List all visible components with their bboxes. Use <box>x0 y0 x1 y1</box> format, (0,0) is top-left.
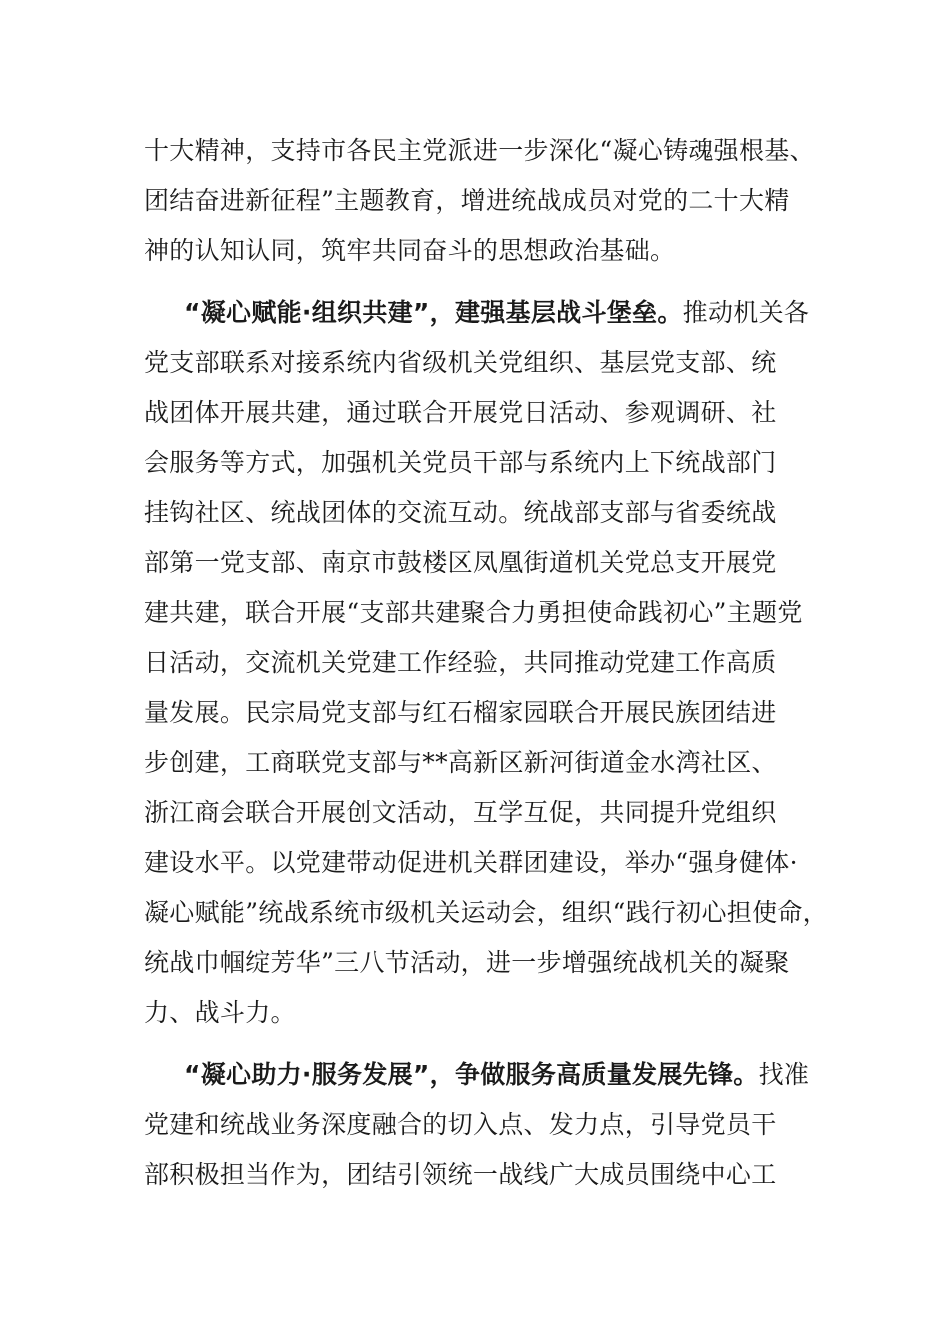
paragraph-3-first-line-text: 找准 <box>758 1060 810 1089</box>
paragraph-2-line: 浙江商会联合开展创文活动，互学互促，共同提升党组织 <box>144 798 777 827</box>
paragraph-2-line: 建设水平。以党建带动促进机关群团建设，举办“强身健体· <box>144 848 798 877</box>
paragraph-2-line: 部第一党支部、南京市鼓楼区凤凰街道机关党总支开展党 <box>144 548 777 577</box>
paragraph-2-line: 凝心赋能”统战系统市级机关运动会，组织“践行初心担使命， <box>144 898 828 927</box>
paragraph-3 <box>144 1050 814 1200</box>
paragraph-2-line: 量发展。民宗局党支部与红石榴家园联合开展民族团结进 <box>144 698 777 727</box>
paragraph-2-first-line <box>144 288 814 338</box>
paragraph-2-line: 建共建，联合开展“支部共建聚合力勇担使命践初心”主题党 <box>144 598 803 627</box>
paragraph-1-line-3: 神的认知认同，筑牢共同奋斗的思想政治基础。 <box>144 236 676 265</box>
paragraph-2 <box>144 288 828 1038</box>
paragraph-2-first-line-text: 推动机关各 <box>682 298 810 327</box>
paragraph-2-line: 统战巾帼绽芳华”三八节活动，进一步增强统战机关的凝聚 <box>144 948 790 977</box>
paragraph-3-first-line <box>144 1050 814 1100</box>
paragraph-2-line: 步创建，工商联党支部与**高新区新河街道金水湾社区、 <box>144 748 777 777</box>
paragraph-2-line: 力、战斗力。 <box>144 998 296 1027</box>
paragraph-3-line: 党建和统战业务深度融合的切入点、发力点，引导党员干 <box>144 1110 777 1139</box>
paragraph-2-line: 会服务等方式，加强机关党员干部与系统内上下统战部门 <box>144 448 777 477</box>
paragraph-2-line: 战团体开展共建，通过联合开展党日活动、参观调研、社 <box>144 398 777 427</box>
paragraph-2-line: 党支部联系对接系统内省级机关党组织、基层党支部、统 <box>144 348 777 377</box>
paragraph-1-line-1: 十大精神，支持市各民主党派进一步深化“凝心铸魂强根基、 <box>144 136 815 165</box>
document-body <box>144 126 828 1200</box>
paragraph-3-line: 部积极担当作为，团结引领统一战线广大成员围绕中心工 <box>144 1160 777 1189</box>
paragraph-3-heading: “凝心助力·服务发展”，争做服务高质量发展先锋。 <box>184 1060 759 1089</box>
paragraph-2-heading: “凝心赋能·组织共建”，建强基层战斗堡垒。 <box>184 298 683 327</box>
paragraph-2-line: 挂钩社区、统战团体的交流互动。统战部支部与省委统战 <box>144 498 777 527</box>
paragraph-2-line: 日活动，交流机关党建工作经验，共同推动党建工作高质 <box>144 648 777 677</box>
paragraph-1-line-2: 团结奋进新征程”主题教育，增进统战成员对党的二十大精 <box>144 186 790 215</box>
paragraph-1 <box>144 126 814 276</box>
